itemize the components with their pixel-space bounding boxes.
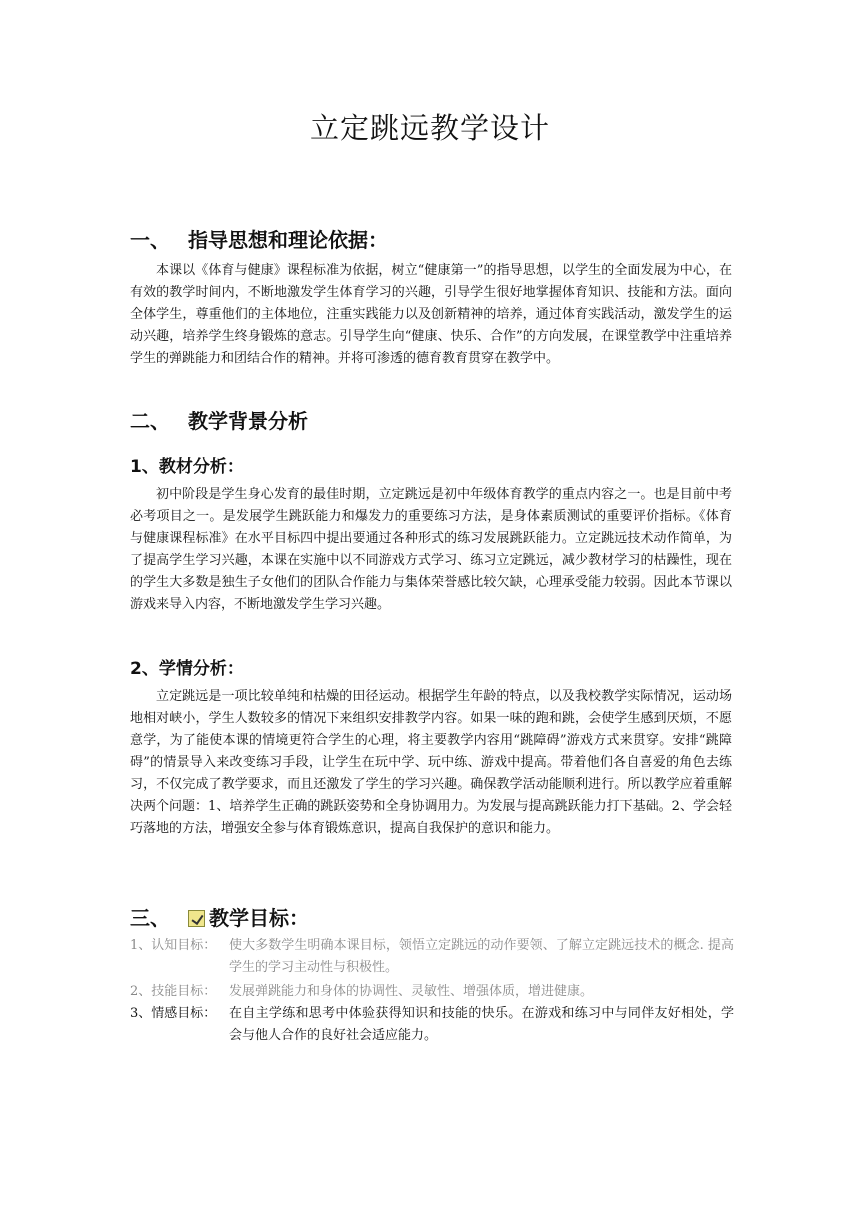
goal-label: 2、技能目标：	[130, 984, 217, 999]
document-title: 立定跳远教学设计	[309, 111, 550, 145]
section-3-number: 三、	[130, 906, 170, 930]
section-2-heading	[130, 405, 308, 434]
edit-note-icon	[188, 910, 205, 927]
goal-item-emotional	[130, 1003, 734, 1047]
subsection-2-2-heading: 2、学情分析：	[130, 659, 244, 679]
goal-item-cognitive	[130, 935, 734, 979]
section-1-title: 指导思想和理论依据：	[188, 228, 388, 252]
section-3-title: 教学目标：	[209, 906, 309, 930]
goal-item-skill	[130, 981, 734, 1003]
section-3-heading	[130, 902, 309, 931]
subsection-2-1-paragraph: 初中阶段是学生身心发育的最佳时期，立定跳远是初中年级体育教学的重点内容之一。也是目前中考必考项目之一。是发展学生跳跃能力和爆发力的重要练习方法，是身体素质测试的重要评价指标。《体育与健康课程标准》在水平目标四中提出要通过各种形式的练习发展跳跃能力。立定跳远技术动作简单，为了提高学生学习兴趣，本课在实施中以不同游戏方式学习、练习立定跳远，减少教材学习的枯躁性，现在的学生大多数是独生子女他们的团队合作能力与集体荣誉感比较欠缺，心理承受能力较弱。因此本节课以游戏来导入内容，不断地激发学生学习兴趣。	[130, 487, 732, 612]
subsection-2-1-heading: 1、教材分析：	[130, 457, 244, 477]
goal-text: 在自主学练和思考中体验获得知识和技能的快乐。在游戏和练习中与同伴友好相处，学会与他人合作的良好社会适应能力。	[229, 1006, 734, 1043]
goal-label: 1、认知目标：	[130, 938, 217, 953]
section-1-paragraph: 本课以《体育与健康》课程标准为依据，树立“健康第一”的指导思想，以学生的全面发展为中心，在有效的教学时间内，不断地激发学生体育学习的兴趣，引导学生很好地掌握体育知识、技能和方法。面向全体学生，尊重他们的主体地位，注重实践能力以及创新精神的培养，通过体育实践活动，激发学生的运动兴趣，培养学生终身锻炼的意志。引导学生向“健康、快乐、合作”的方向发展，在课堂教学中注重培养学生的弹跳能力和团结合作的精神。并将可渗透的德育教育贯穿在教学中。	[130, 263, 732, 366]
goal-text: 发展弹跳能力和身体的协调性、灵敏性、增强体质，增进健康。	[229, 984, 594, 999]
section-1-number: 一、	[130, 228, 170, 252]
section-2-title: 教学背景分析	[188, 409, 308, 433]
section-1-heading	[130, 224, 388, 253]
section-2-number: 二、	[130, 409, 170, 433]
goal-label: 3、情感目标：	[130, 1006, 217, 1021]
goal-text: 使大多数学生明确本课目标，领悟立定跳远的动作要领、了解立定跳远技术的概念. 提高学生的学习主动性与积极性。	[229, 938, 734, 975]
subsection-2-2-paragraph: 立定跳远是一项比较单纯和枯燥的田径运动。根据学生年龄的特点，以及我校教学实际情况，运动场地相对峡小，学生人数较多的情况下来组织安排教学内容。如果一味的跑和跳，会使学生感到厌烦，不愿意学，为了能使本课的情境更符合学生的心理，将主要教学内容用“跳障碍”游戏方式来贯穿。安排“跳障碍”的情景导入来改变练习手段，让学生在玩中学、玩中练、游戏中提高。带着他们各自喜爱的角色去练习，不仅完成了教学要求，而且还激发了学生的学习兴趣。确保教学活动能顺利进行。所以教学应着重解决两个问题：1、培养学生正确的跳跃姿势和全身协调用力。为发展与提高跳跃能力打下基础。2、学会轻巧落地的方法，增强安全参与体育锻炼意识，提高自我保护的意识和能力。	[130, 689, 732, 836]
